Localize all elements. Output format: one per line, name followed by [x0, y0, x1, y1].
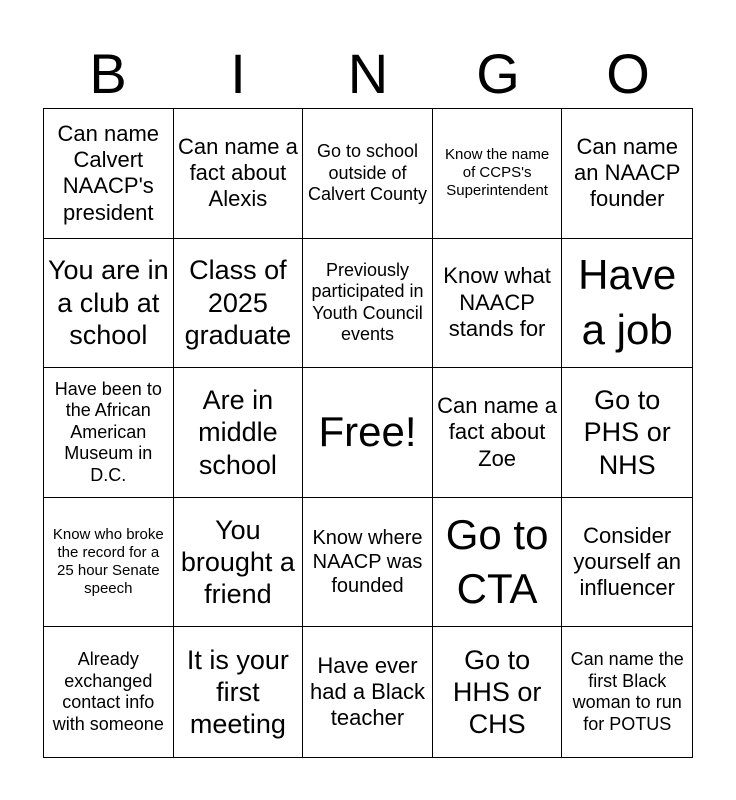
bingo-cell-r1-c3[interactable]: Go to school outside of Calvert County — [303, 109, 433, 239]
bingo-cell-r1-c2[interactable]: Can name a fact about Alexis — [174, 109, 304, 239]
header-letter-b: B — [89, 42, 127, 105]
bingo-cell-r4-c1[interactable]: Know who broke the record for a 25 hour Senate speech — [44, 498, 174, 628]
bingo-cell-r3-c2[interactable]: Are in middle school — [174, 368, 304, 498]
bingo-cell-r5-c2[interactable]: It is your first meeting — [174, 627, 304, 757]
bingo-cell-r2-c1[interactable]: You are in a club at school — [44, 239, 174, 369]
header-letter-i: I — [230, 42, 246, 105]
bingo-cell-r2-c4[interactable]: Know what NAACP stands for — [433, 239, 563, 369]
header-letter-n: N — [347, 42, 389, 105]
bingo-cell-r5-c1[interactable]: Already exchanged contact info with someone — [44, 627, 174, 757]
bingo-cell-r1-c1[interactable]: Can name Calvert NAACP's president — [44, 109, 174, 239]
bingo-card-grid — [43, 108, 693, 758]
bingo-cell-r3-c1[interactable]: Have been to the African American Museum in D.C. — [44, 368, 174, 498]
bingo-cell-r4-c5[interactable]: Consider yourself an influencer — [562, 498, 692, 628]
bingo-cell-r3-c5[interactable]: Go to PHS or NHS — [562, 368, 692, 498]
bingo-cell-r5-c5[interactable]: Can name the first Black woman to run for POTUS — [570, 649, 684, 734]
bingo-cell-r4-c4[interactable]: Go to CTA — [433, 498, 563, 628]
bingo-cell-r1-c4[interactable]: Know the name of CCPS's Superintendent — [433, 109, 563, 239]
bingo-cell-r4-c2[interactable]: You brought a friend — [174, 498, 304, 628]
bingo-cell-r1-c5[interactable]: Can name an NAACP founder — [562, 109, 692, 239]
bingo-cell-r3-c4[interactable]: Can name a fact about Zoe — [433, 368, 563, 498]
bingo-cell-r5-c4[interactable]: Go to HHS or CHS — [433, 627, 563, 757]
bingo-cell-r4-c3[interactable]: Know where NAACP was founded — [303, 498, 433, 628]
bingo-cell-r5-c3[interactable]: Have ever had a Black teacher — [303, 627, 433, 757]
header-letter-g: G — [476, 42, 520, 105]
bingo-cell-r2-c2[interactable]: Class of 2025 graduate — [174, 239, 304, 369]
bingo-cell-r2-c5[interactable]: Have a job — [562, 239, 692, 369]
bingo-cell-free[interactable]: Free! — [303, 368, 433, 498]
bingo-header — [43, 42, 693, 106]
header-letter-o: O — [606, 42, 650, 105]
bingo-cell-r2-c3[interactable]: Previously participated in Youth Council events — [303, 239, 433, 369]
